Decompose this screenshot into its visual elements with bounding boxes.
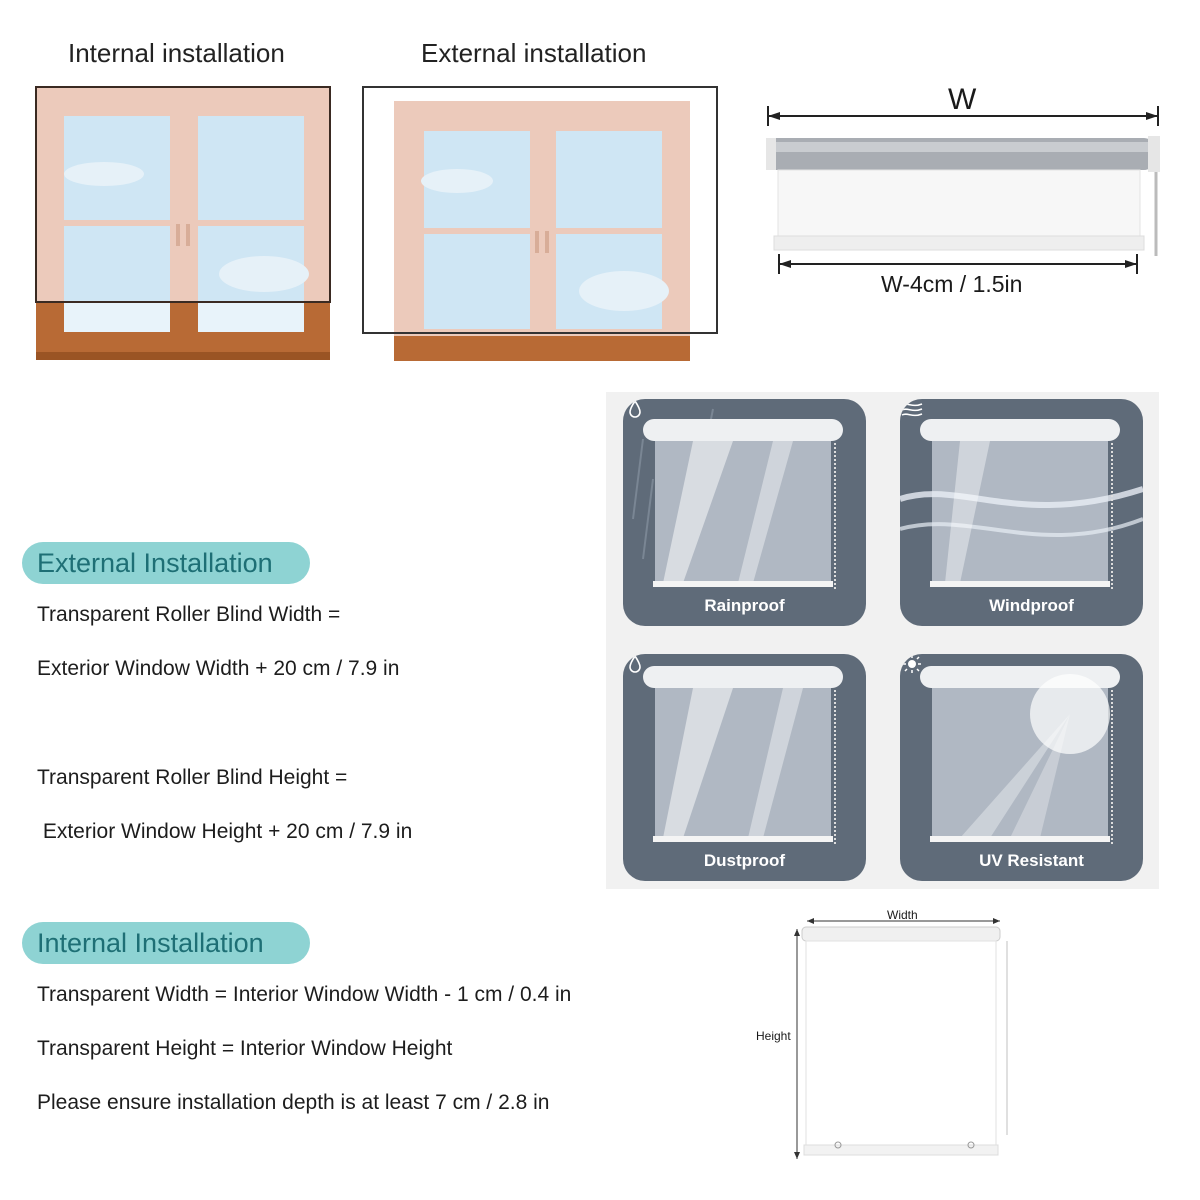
roller-blind-image xyxy=(900,654,1143,881)
external-installation-caption: External installation xyxy=(421,38,647,68)
feature-card-uv-resistant xyxy=(900,654,1143,881)
roller-blind-image xyxy=(900,399,1143,626)
feature-label-rainproof: Rainproof xyxy=(704,596,785,615)
internal-width-line: Transparent Width = Interior Window Width - 1 cm / 0.4 in xyxy=(37,983,572,1006)
blind-width-diagram xyxy=(760,83,1170,306)
internal-window-illustration xyxy=(34,84,334,364)
drop-icon xyxy=(623,654,647,674)
internal-installation-pill: Internal Installation xyxy=(22,922,310,964)
external-installation-pill: External Installation xyxy=(22,542,310,584)
internal-installation-caption: Internal installation xyxy=(68,38,285,68)
blind-dimension-diagram xyxy=(750,905,1030,1170)
external-height-line-2: Exterior Window Height + 20 cm / 7.9 in xyxy=(37,820,413,843)
external-width-line-2: Exterior Window Width + 20 cm / 7.9 in xyxy=(37,657,400,680)
external-height-line-1: Transparent Roller Blind Height = xyxy=(37,766,348,789)
drop-icon xyxy=(623,399,647,419)
width-label: W xyxy=(948,83,977,116)
feature-card-rainproof xyxy=(623,399,866,626)
feature-label-windproof: Windproof xyxy=(989,596,1074,615)
external-window-illustration xyxy=(362,86,722,366)
feature-label-uv-resistant: UV Resistant xyxy=(979,851,1084,870)
hanging-blind-image xyxy=(750,905,1030,1170)
wind-icon xyxy=(900,399,924,419)
feature-panel xyxy=(606,392,1159,889)
width-dimension-label: Width xyxy=(887,908,918,922)
roller-blind-image xyxy=(623,399,866,626)
roller-blind-image xyxy=(623,654,866,881)
feature-label-dustproof: Dustproof xyxy=(703,851,786,870)
external-width-line-1: Transparent Roller Blind Width = xyxy=(37,603,341,626)
installation-depth-line: Please ensure installation depth is at least 7 cm / 2.8 in xyxy=(37,1091,550,1114)
feature-card-dustproof xyxy=(623,654,866,881)
height-dimension-label: Height xyxy=(756,1029,791,1043)
sun-icon xyxy=(900,654,924,674)
width-minus-label: W-4cm / 1.5in xyxy=(881,271,1023,297)
internal-height-line: Transparent Height = Interior Window Height xyxy=(37,1037,453,1060)
feature-card-windproof xyxy=(900,399,1143,626)
